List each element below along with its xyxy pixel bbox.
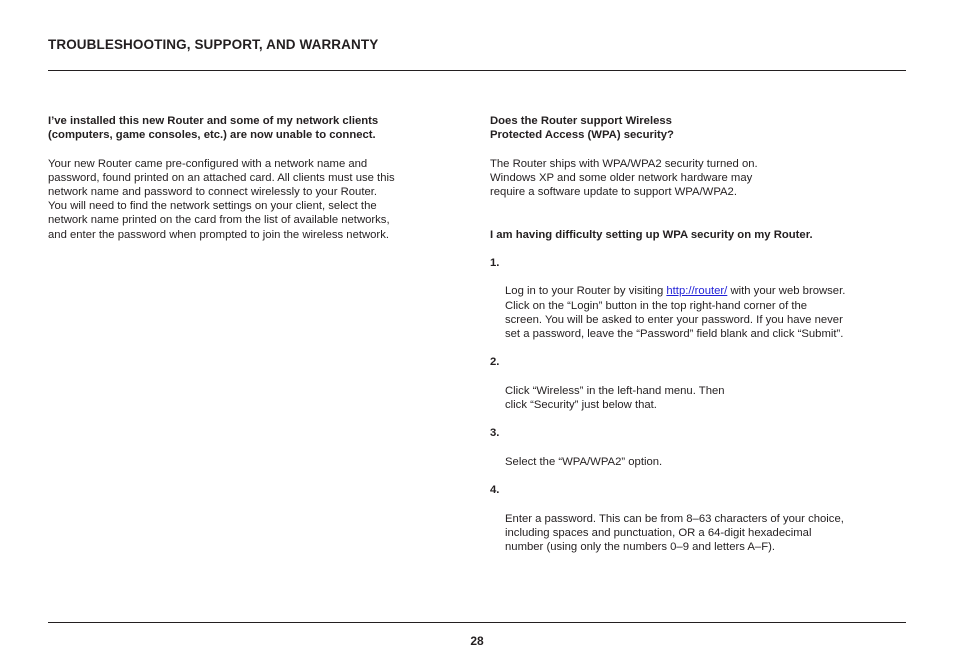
faq-answer-wpa-support: The Router ships with WPA/WPA2 security turned on. Windows XP and some older network hardware may require a software update to support WPA/WPA2. (490, 157, 758, 198)
footer-divider (48, 622, 906, 623)
right-column (490, 114, 915, 568)
step-text: Enter a password. This can be from 8–63 characters of your choice, including spaces and punctuation, OR a 64-digit hexadecimal number (using only the numbers 0–9 and letters A–F). (505, 512, 844, 553)
step-item (490, 483, 915, 554)
step-number: 4. (490, 484, 500, 497)
page-number: 28 (470, 634, 484, 648)
faq-question-wpa-difficulty: I am having difficulty setting up WPA security on my Router. (490, 228, 813, 241)
step-number: 1. (490, 256, 500, 269)
faq-question-clients-unable-to-connect: I’ve installed this new Router and some of my network clients (computers, game consoles, etc.) are now unable to connect. (48, 115, 379, 142)
step-text: with your web browser. Click on the “Login” button in the top right-hand corner of the screen. You will be asked to enter your password. If you have never set a password, leave the “Password” field blank and click “Submit”. (505, 285, 846, 340)
spacer (490, 199, 915, 227)
step-item (490, 426, 915, 469)
faq-question-wpa-support: Does the Router support Wireless Protected Access (WPA) security? (490, 115, 674, 142)
step-text: Select the “WPA/WPA2” option. (505, 455, 663, 468)
left-column (48, 114, 463, 242)
step-number: 2. (490, 356, 500, 369)
step-item (490, 355, 915, 412)
page-section-title: TROUBLESHOOTING, SUPPORT, AND WARRANTY (48, 37, 379, 52)
wpa-setup-steps (490, 256, 915, 554)
step-text: Click “Wireless” in the left-hand menu. Then click “Security” just below that. (505, 384, 725, 411)
router-login-link[interactable]: http://router/ (666, 285, 728, 298)
step-item (490, 256, 915, 341)
faq-answer-clients-unable-to-connect: Your new Router came pre-configured with a network name and password, found printed on an attached card. All clients must use this network name and password to connect wirelessly to your Router. You will need to find the network settings on your client, select the network name printed on the card from the list of available networks, and enter the password when prompted to join the wireless network. (48, 157, 395, 241)
step-text: Log in to your Router by visiting (505, 285, 667, 298)
step-number: 3. (490, 427, 500, 440)
header-divider (48, 70, 906, 71)
